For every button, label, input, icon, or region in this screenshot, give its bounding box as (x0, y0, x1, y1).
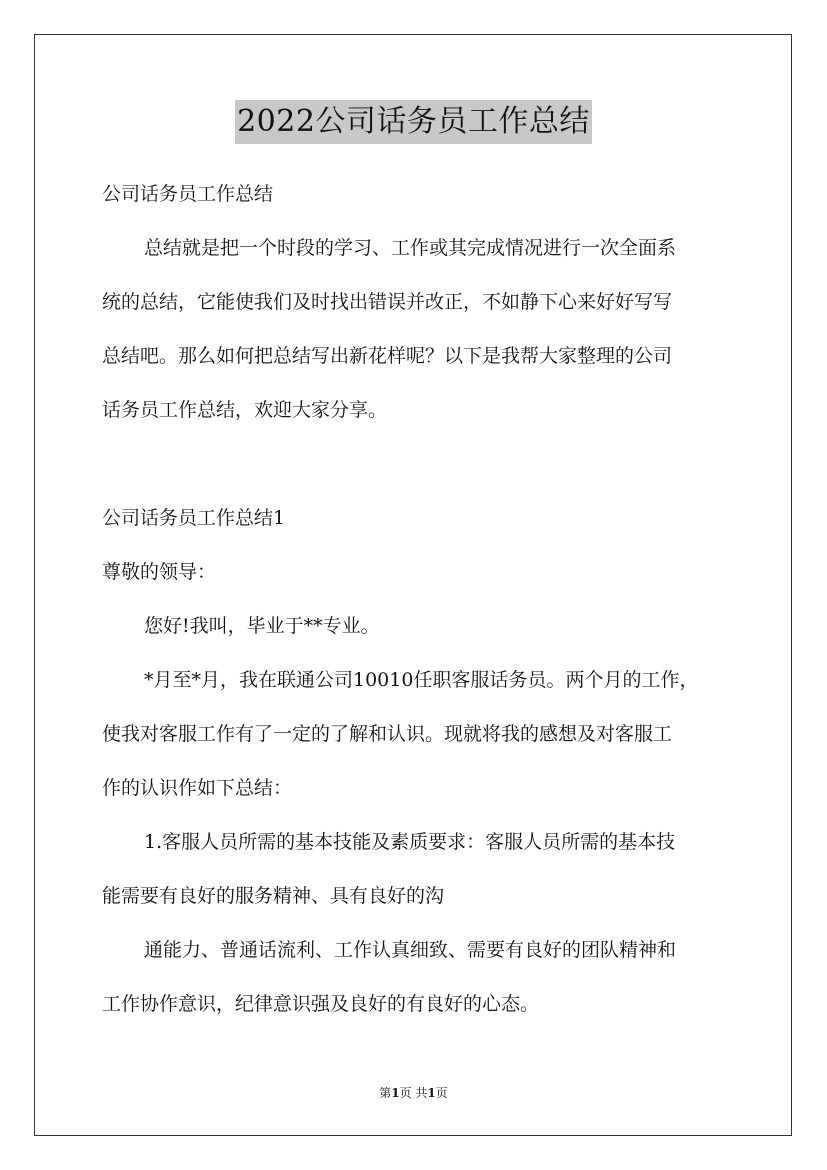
footer-middle: 页 共 (399, 1086, 428, 1100)
paragraph-line: *月至*月，我在联通公司10010任职客服话务员。两个月的工作， (144, 669, 699, 691)
footer-page-total: 1 (427, 1086, 436, 1100)
salutation: 尊敬的领导： (102, 561, 217, 583)
paragraph-line: 总结就是把一个时段的学习、工作或其完成情况进行一次全面系 (144, 237, 677, 259)
paragraph-line: 您好!我叫，毕业于**专业。 (144, 615, 380, 637)
paragraph-line: 话务员工作总结，欢迎大家分享。 (102, 399, 388, 421)
document-title: 2022公司话务员工作总结 (235, 100, 592, 144)
paragraph-line: 作的认识作如下总结： (102, 777, 293, 799)
paragraph-line: 总结吧。那么如何把总结写出新花样呢？以下是我帮大家整理的公司 (102, 345, 673, 367)
paragraph-line: 使我对客服工作有了一定的了解和认识。现就将我的感想及对客服工 (102, 723, 673, 745)
footer-page-number: 1 (391, 1086, 400, 1100)
paragraph-line: 能需要有良好的服务精神、具有良好的沟 (102, 885, 445, 907)
section-heading: 公司话务员工作总结 (102, 183, 274, 205)
paragraph-line: 1.客服人员所需的基本技能及素质要求：客服人员所需的基本技 (144, 831, 676, 853)
footer-prefix: 第 (379, 1086, 392, 1100)
page-footer (0, 1085, 827, 1101)
footer-suffix: 页 (435, 1086, 448, 1100)
paragraph-line: 统的总结，它能使我们及时找出错误并改正，不如静下心来好好写写 (102, 291, 673, 313)
title-container (0, 100, 827, 144)
paragraph-line: 工作协作意识，纪律意识强及良好的有良好的心态。 (102, 993, 540, 1015)
paragraph-line: 通能力、普通话流利、工作认真细致、需要有良好的团队精神和 (144, 939, 677, 961)
section-heading: 公司话务员工作总结1 (102, 507, 286, 529)
